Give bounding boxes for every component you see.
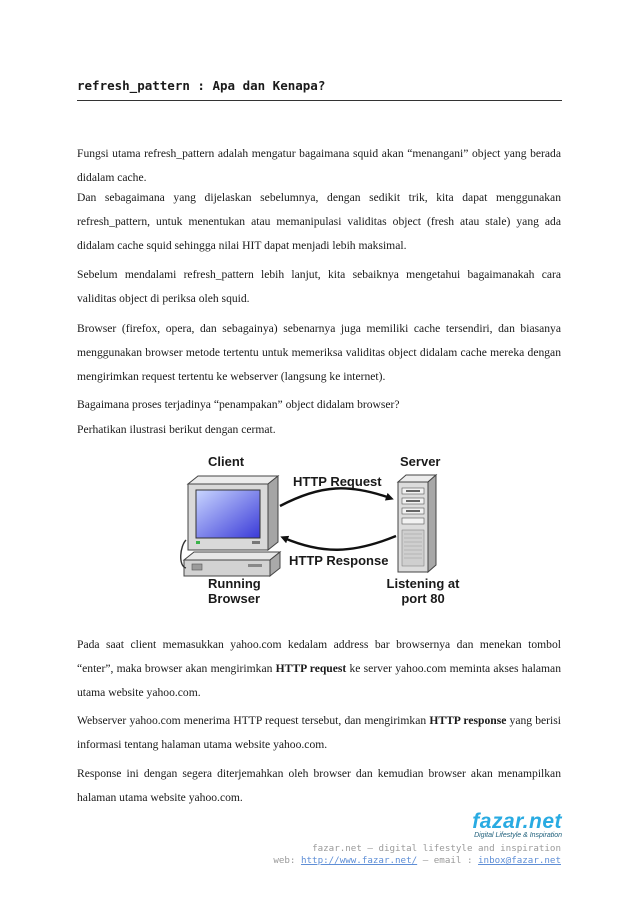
emphasis-http-response: HTTP response (429, 714, 507, 727)
text-span: yang berisi informasi tentang halaman utama website yahoo.com. (77, 714, 561, 751)
client-caption-line-2: Browser (208, 591, 261, 606)
logo-tagline: Digital Lifestyle & Inspiration (474, 832, 562, 839)
server-tower-icon (398, 475, 436, 572)
server-caption-line-1: Listening at (386, 576, 460, 591)
website-link[interactable]: http://www.fazar.net/ (300, 855, 418, 866)
footer-site-line: fazar.net – digital lifestyle and inspiration (312, 843, 561, 854)
http-request-response-diagram (172, 448, 468, 618)
paragraph-client-request (77, 633, 561, 705)
fazar-logo (460, 811, 562, 841)
paragraph-browser-cache: Browser (firefox, opera, dan sebagainya) sebenarnya juga memiliki cache tersendiri, dan biasanya menggunakan browser metode tertentu untuk memeriksa validitas object didalam cache mereka dengan mengirimkan request tertentu ke webserver (langsung ke internet). (77, 322, 561, 383)
paragraph-manipulation: Dan sebagaimana yang dijelaskan sebelumnya, dengan sedikit trik, kita dapat menggunakan refresh_pattern, untuk menentukan atau memanipulasi validitas object (fresh atau stale) yang ada didalam cache squid sehingga nilai HIT dapat menjadi lebih maksimal. (77, 191, 561, 252)
response-arrow (284, 536, 396, 550)
http-response-label: HTTP Response (289, 553, 389, 568)
client-caption (208, 576, 261, 606)
paragraph-intro: Fungsi utama refresh_pattern adalah mengatur bagaimana squid akan “menangani” object yang berada didalam cache. (77, 147, 561, 184)
request-arrow (280, 488, 390, 506)
client-caption-line-1: Running (208, 576, 261, 591)
page-title: refresh_pattern : Apa dan Kenapa? (77, 78, 326, 93)
client-label: Client (208, 454, 245, 469)
paragraph-validity: Sebelum mendalami refresh_pattern lebih lanjut, kita sebaiknya mengetahui bagaimanakah cara validitas object di periksa oleh squid. (77, 268, 561, 305)
paragraph-browser-render: Response ini dengan segera diterjemahkan oleh browser dan kemudian browser akan menampilkan halaman utama website yahoo.com. (77, 767, 561, 804)
server-caption-line-2: port 80 (401, 591, 445, 606)
logo-wordmark: fazar.net (472, 810, 562, 833)
server-label: Server (400, 454, 441, 469)
server-caption (380, 576, 466, 606)
email-link[interactable]: inbox@fazar.net (478, 855, 561, 866)
email-separator: – email : (417, 855, 479, 866)
paragraph-illustration-intro: Perhatikan ilustrasi berikut dengan cermat. (77, 423, 276, 436)
http-request-label: HTTP Request (293, 474, 382, 489)
paragraph-server-response (77, 709, 561, 757)
title-divider (77, 100, 562, 101)
text-span: Pada saat client memasukkan yahoo.com kedalam address bar browsernya dan menekan tombol “enter”, maka browser akan mengirimkan (77, 638, 561, 675)
computer-icon (181, 476, 280, 576)
paragraph-question: Bagaimana proses terjadinya “penampakan” object didalam browser? (77, 398, 400, 411)
emphasis-http-request: HTTP request (275, 662, 347, 675)
text-span: Webserver yahoo.com menerima HTTP request tersebut, dan mengirimkan (77, 714, 430, 727)
web-prefix: web: (273, 855, 301, 866)
footer-contact-line (273, 855, 561, 866)
text-span: ke server yahoo.com meminta akses halaman utama website yahoo.com. (77, 662, 562, 699)
